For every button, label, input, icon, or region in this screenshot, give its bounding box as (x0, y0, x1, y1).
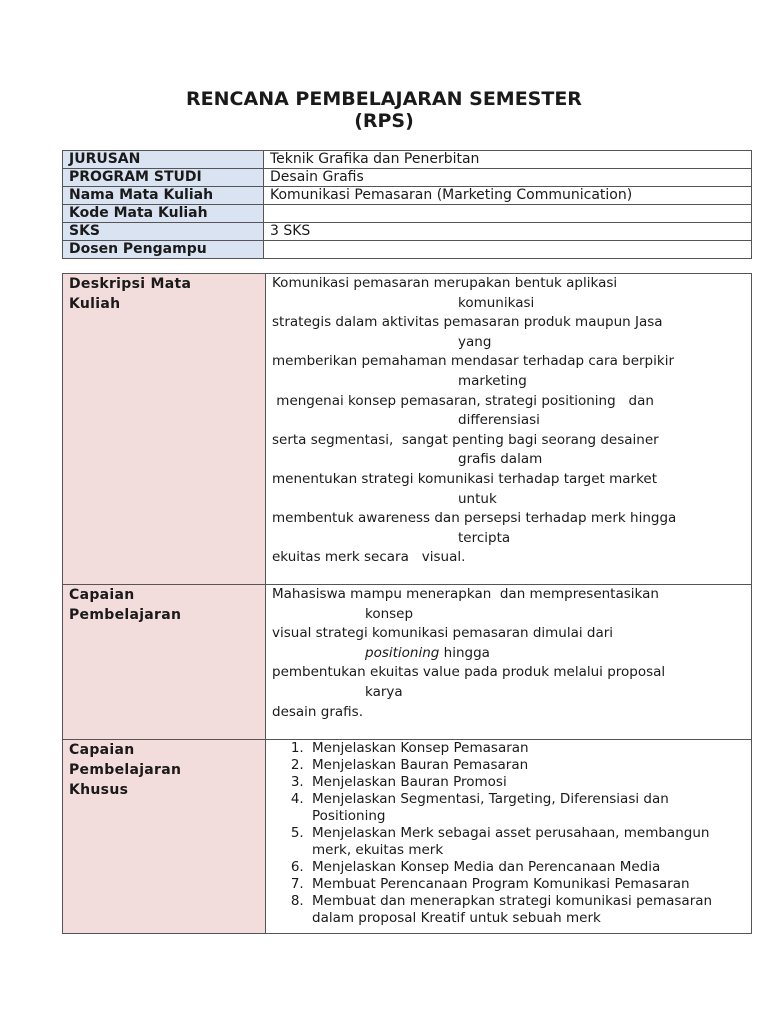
text-emphasis: positioning (365, 644, 440, 661)
list-item: 3. Menjelaskan Bauran Promosi (308, 774, 745, 791)
label-line: Capaian (69, 587, 135, 603)
list-item: 1. Menjelaskan Konsep Pemasaran (308, 740, 745, 757)
text-span: hingga (439, 644, 490, 661)
info-value (264, 205, 752, 223)
text-line: membentuk awareness dan persepsi terhadap merk hingga (272, 510, 677, 527)
info-label: Dosen Pengampu (63, 241, 264, 259)
info-row-program-studi (63, 169, 752, 187)
deskripsi-label (63, 274, 266, 585)
info-value: Komunikasi Pemasaran (Marketing Communication) (264, 187, 752, 205)
capaian-khusus-label (63, 740, 266, 934)
text-line: differensiasi (458, 412, 540, 429)
info-value: Teknik Grafika dan Penerbitan (264, 151, 752, 169)
info-value: Desain Grafis (264, 169, 752, 187)
text-line: ekuitas merk secara visual. (272, 549, 466, 566)
document-title (0, 88, 768, 132)
list-item: 7. Membuat Perencanaan Program Komunikasi Pemasaran (308, 876, 745, 893)
text-line: Mahasiswa mampu menerapkan dan mempresentasikan (272, 586, 659, 602)
info-row-kode-mata-kuliah (63, 205, 752, 223)
text-line: komunikasi (458, 294, 535, 311)
text-line: mengenai konsep pemasaran, strategi positioning dan (272, 392, 654, 409)
row-capaian-khusus (63, 740, 752, 934)
text-line: tercipta (458, 529, 511, 546)
info-value: 3 SKS (264, 223, 752, 241)
text-line: marketing (458, 372, 527, 389)
text-line: visual strategi komunikasi pemasaran dimulai dari (272, 625, 614, 642)
info-row-jurusan (63, 151, 752, 169)
label-line: Pembelajaran (69, 762, 182, 778)
info-label: SKS (63, 223, 264, 241)
text-line: menentukan strategi komunikasi terhadap target market (272, 470, 658, 487)
text-line: karya (365, 683, 403, 700)
deskripsi-text (266, 274, 752, 585)
text-line: untuk (458, 490, 497, 507)
list-item: 8. Membuat dan menerapkan strategi komunikasi pemasaran dalam proposal Kreatif untuk sebuah merk (308, 893, 745, 927)
info-value (264, 241, 752, 259)
row-capaian (63, 585, 752, 740)
title-line-2: (RPS) (354, 110, 414, 132)
label-line: Deskripsi Mata (69, 276, 192, 292)
capaian-label (63, 585, 266, 740)
text-line: strategis dalam aktivitas pemasaran produk maupun Jasa (272, 314, 663, 331)
text-line: pembentukan ekuitas value pada produk melalui proposal (272, 664, 666, 681)
info-label: JURUSAN (63, 151, 264, 169)
info-label: Kode Mata Kuliah (63, 205, 264, 223)
info-label: Nama Mata Kuliah (63, 187, 264, 205)
text-line: grafis dalam (458, 451, 543, 468)
list-item: 2. Menjelaskan Bauran Pemasaran (308, 757, 745, 774)
text-line: yang (458, 333, 492, 350)
text-line: konsep (365, 605, 414, 622)
course-detail-table (62, 273, 752, 934)
info-label: PROGRAM STUDI (63, 169, 264, 187)
text-line (272, 644, 745, 664)
list-item: 6. Menjelaskan Konsep Media dan Perencanaan Media (308, 859, 745, 876)
label-line: Pembelajaran (69, 607, 182, 623)
list-item: 4. Menjelaskan Segmentasi, Targeting, Diferensiasi dan Positioning (308, 791, 745, 825)
info-row-sks (63, 223, 752, 241)
title-line-1: RENCANA PEMBELAJARAN SEMESTER (186, 88, 582, 110)
text-line: Komunikasi pemasaran merupakan bentuk aplikasi (272, 275, 618, 291)
capaian-khusus-list (272, 740, 745, 927)
capaian-khusus-list-cell (266, 740, 752, 934)
course-info-table (62, 150, 752, 259)
info-row-dosen-pengampu (63, 241, 752, 259)
list-item: 5. Menjelaskan Merk sebagai asset perusahaan, membangun merk, ekuitas merk (308, 825, 745, 859)
label-line: Capaian (69, 742, 135, 758)
label-line: Khusus (69, 782, 129, 798)
text-line: memberikan pemahaman mendasar terhadap cara berpikir (272, 353, 675, 370)
info-row-nama-mata-kuliah (63, 187, 752, 205)
text-line: serta segmentasi, sangat penting bagi seorang desainer (272, 431, 659, 448)
capaian-text (266, 585, 752, 740)
text-line: desain grafis. (272, 703, 363, 720)
label-line: Kuliah (69, 296, 121, 312)
row-deskripsi (63, 274, 752, 585)
